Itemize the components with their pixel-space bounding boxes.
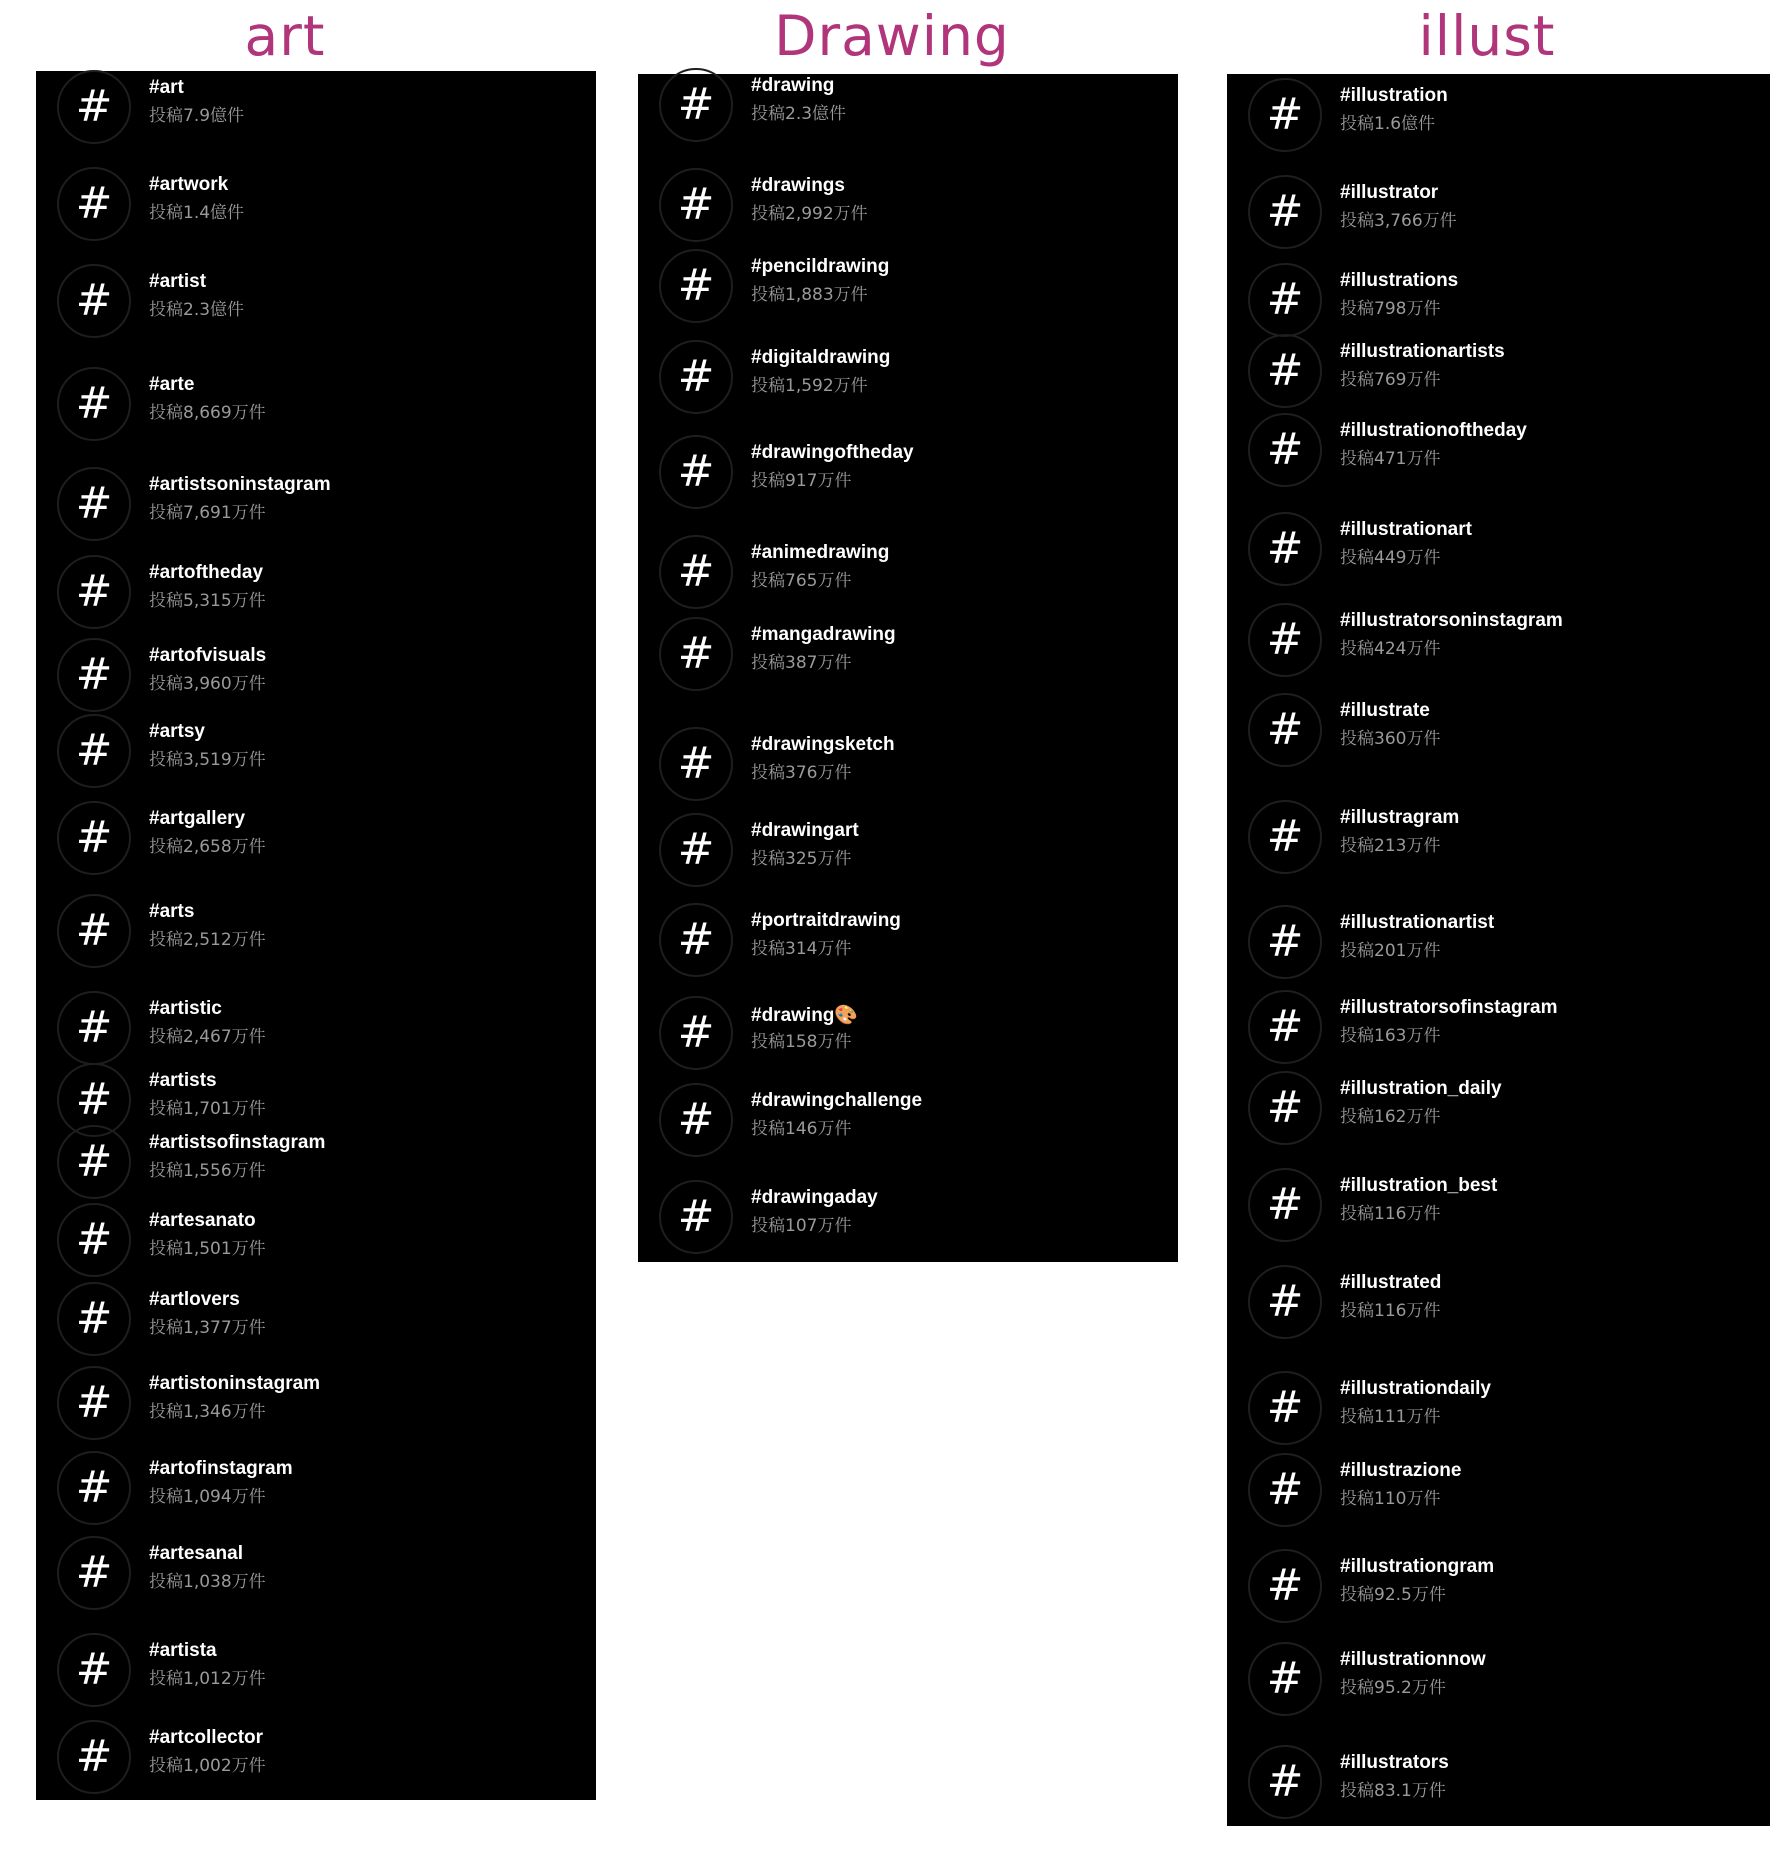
hashtag-row[interactable] xyxy=(1227,1369,1770,1449)
hashtag-icon: # xyxy=(57,167,131,241)
hashtag-icon: # xyxy=(1248,1642,1322,1716)
hashtag-name: #illustragram xyxy=(1340,807,1460,828)
hashtag-post-count: 投稿5,315万件 xyxy=(149,591,266,611)
hashtag-icon: # xyxy=(57,70,131,144)
hashtag-icon: # xyxy=(1248,263,1322,337)
hashtag-row[interactable] xyxy=(1227,903,1770,983)
hashtag-post-count: 投稿95.2万件 xyxy=(1340,1678,1446,1698)
hashtag-row[interactable] xyxy=(638,66,1178,146)
hashtag-icon: # xyxy=(57,1282,131,1356)
hashtag-row[interactable] xyxy=(36,989,596,1069)
hashtag-icon: # xyxy=(1248,413,1322,487)
hashtag-row[interactable] xyxy=(1227,691,1770,771)
hashtag-post-count: 投稿798万件 xyxy=(1340,299,1441,319)
hashtag-post-count: 投稿3,766万件 xyxy=(1340,211,1457,231)
hashtag-name: #artistsofinstagram xyxy=(149,1132,326,1153)
hashtag-row[interactable] xyxy=(36,365,596,445)
hashtag-post-count: 投稿7,691万件 xyxy=(149,503,266,523)
hashtag-icon: # xyxy=(57,1063,131,1137)
hashtag-post-count: 投稿765万件 xyxy=(751,571,852,591)
hashtag-name: #illustrations xyxy=(1340,270,1459,291)
hashtag-row[interactable] xyxy=(638,615,1178,695)
hashtag-icon: # xyxy=(1248,990,1322,1064)
hashtag-list-illust xyxy=(1227,74,1770,1826)
hashtag-row[interactable] xyxy=(638,338,1178,418)
hashtag-row[interactable] xyxy=(1227,1166,1770,1246)
hashtag-name: #arts xyxy=(149,901,195,922)
hashtag-name: #drawingart xyxy=(751,820,859,841)
hashtag-post-count: 投稿1.4億件 xyxy=(149,203,245,223)
hashtag-row[interactable] xyxy=(1227,411,1770,491)
hashtag-name: #illustrate xyxy=(1340,700,1430,721)
hashtag-icon: # xyxy=(659,68,733,142)
hashtag-row[interactable] xyxy=(36,799,596,879)
hashtag-icon: # xyxy=(1248,1265,1322,1339)
hashtag-post-count: 投稿107万件 xyxy=(751,1216,852,1236)
hashtag-name: #drawing🎨 xyxy=(751,1005,859,1026)
hashtag-row[interactable] xyxy=(1227,173,1770,253)
hashtag-icon: # xyxy=(57,1366,131,1440)
hashtag-row[interactable] xyxy=(36,553,596,633)
hashtag-name: #illustrationartists xyxy=(1340,341,1505,362)
hashtag-row[interactable] xyxy=(1227,1263,1770,1343)
hashtag-icon: # xyxy=(659,168,733,242)
hashtag-post-count: 投稿387万件 xyxy=(751,653,852,673)
hashtag-name: #artcollector xyxy=(149,1727,264,1748)
hashtag-row[interactable] xyxy=(1227,988,1770,1068)
hashtag-icon: # xyxy=(57,991,131,1065)
hashtag-icon: # xyxy=(1248,1453,1322,1527)
hashtag-icon: # xyxy=(1248,800,1322,874)
hashtag-icon: # xyxy=(57,1125,131,1199)
hashtag-row[interactable] xyxy=(1227,1743,1770,1823)
hashtag-row[interactable] xyxy=(1227,601,1770,681)
hashtag-post-count: 投稿1.6億件 xyxy=(1340,114,1436,134)
hashtag-post-count: 投稿110万件 xyxy=(1340,1489,1441,1509)
hashtag-post-count: 投稿917万件 xyxy=(751,471,852,491)
column-title-drawing: Drawing xyxy=(774,4,1010,68)
hashtag-post-count: 投稿1,038万件 xyxy=(149,1572,266,1592)
hashtag-icon: # xyxy=(1248,175,1322,249)
hashtag-name: #illustration_best xyxy=(1340,1175,1498,1196)
hashtag-post-count: 投稿162万件 xyxy=(1340,1107,1441,1127)
hashtag-name: #illustrated xyxy=(1340,1272,1442,1293)
hashtag-name: #digitaldrawing xyxy=(751,347,891,368)
hashtag-name: #pencildrawing xyxy=(751,256,890,277)
hashtag-row[interactable] xyxy=(1227,332,1770,412)
hashtag-icon: # xyxy=(57,638,131,712)
hashtag-post-count: 投稿116万件 xyxy=(1340,1204,1441,1224)
hashtag-name: #artist xyxy=(149,271,207,292)
hashtag-post-count: 投稿769万件 xyxy=(1340,370,1441,390)
hashtag-icon: # xyxy=(57,1633,131,1707)
hashtag-post-count: 投稿201万件 xyxy=(1340,941,1441,961)
hashtag-row[interactable] xyxy=(36,1364,596,1444)
hashtag-row[interactable] xyxy=(638,433,1178,513)
hashtag-post-count: 投稿314万件 xyxy=(751,939,852,959)
hashtag-post-count: 投稿1,012万件 xyxy=(149,1669,266,1689)
hashtag-name: #illustration xyxy=(1340,85,1448,106)
hashtag-icon: # xyxy=(1248,693,1322,767)
hashtag-name: #animedrawing xyxy=(751,542,890,563)
hashtag-row[interactable] xyxy=(36,165,596,245)
hashtag-icon: # xyxy=(57,1536,131,1610)
hashtag-icon: # xyxy=(57,1451,131,1525)
hashtag-row[interactable] xyxy=(36,1449,596,1529)
hashtag-icon: # xyxy=(659,617,733,691)
hashtag-list-art xyxy=(36,71,596,1800)
hashtag-row[interactable] xyxy=(638,533,1178,613)
hashtag-name: #artwork xyxy=(149,174,229,195)
hashtag-row[interactable] xyxy=(1227,261,1770,341)
hashtag-name: #illustratorsoninstagram xyxy=(1340,610,1563,631)
hashtag-row[interactable] xyxy=(36,262,596,342)
hashtag-post-count: 投稿1,501万件 xyxy=(149,1239,266,1259)
hashtag-name: #illustratorsofinstagram xyxy=(1340,997,1558,1018)
hashtag-list-drawing xyxy=(638,74,1178,1262)
hashtag-row[interactable] xyxy=(36,68,596,148)
hashtag-name: #illustrationdaily xyxy=(1340,1378,1491,1399)
hashtag-post-count: 投稿2,992万件 xyxy=(751,204,868,224)
hashtag-post-count: 投稿2.3億件 xyxy=(751,104,847,124)
hashtag-row[interactable] xyxy=(638,994,1178,1074)
hashtag-icon: # xyxy=(659,903,733,977)
hashtag-name: #illustrazione xyxy=(1340,1460,1462,1481)
hashtag-name: #illustrators xyxy=(1340,1752,1449,1773)
hashtag-name: #mangadrawing xyxy=(751,624,896,645)
hashtag-row[interactable] xyxy=(36,1631,596,1711)
hashtag-name: #artesanal xyxy=(149,1543,244,1564)
column-title-art: art xyxy=(244,4,326,68)
hashtag-name: #artofvisuals xyxy=(149,645,267,666)
hashtag-row[interactable] xyxy=(1227,510,1770,590)
hashtag-row[interactable] xyxy=(1227,1451,1770,1531)
hashtag-icon: # xyxy=(57,801,131,875)
hashtag-post-count: 投稿2.3億件 xyxy=(149,300,245,320)
hashtag-post-count: 投稿1,002万件 xyxy=(149,1756,266,1776)
hashtag-icon: # xyxy=(57,1203,131,1277)
hashtag-icon: # xyxy=(57,1720,131,1794)
hashtag-name: #drawingchallenge xyxy=(751,1090,923,1111)
hashtag-icon: # xyxy=(659,435,733,509)
hashtag-name: #illustration_daily xyxy=(1340,1078,1502,1099)
hashtag-icon: # xyxy=(659,1083,733,1157)
hashtag-name: #drawing xyxy=(751,75,835,96)
hashtag-icon: # xyxy=(1248,78,1322,152)
hashtag-post-count: 投稿7.9億件 xyxy=(149,106,245,126)
hashtag-post-count: 投稿213万件 xyxy=(1340,836,1441,856)
hashtag-name: #illustrationart xyxy=(1340,519,1472,540)
hashtag-row[interactable] xyxy=(638,247,1178,327)
hashtag-row[interactable] xyxy=(36,1718,596,1798)
hashtag-icon: # xyxy=(659,727,733,801)
hashtag-name: #art xyxy=(149,77,184,98)
hashtag-icon: # xyxy=(57,467,131,541)
hashtag-row[interactable] xyxy=(36,1280,596,1360)
hashtag-icon: # xyxy=(1248,603,1322,677)
hashtag-row[interactable] xyxy=(638,1081,1178,1161)
hashtag-post-count: 投稿424万件 xyxy=(1340,639,1441,659)
hashtag-icon: # xyxy=(659,249,733,323)
hashtag-post-count: 投稿325万件 xyxy=(751,849,852,869)
hashtag-row[interactable] xyxy=(36,1123,596,1203)
hashtag-row[interactable] xyxy=(36,636,596,716)
hashtag-post-count: 投稿360万件 xyxy=(1340,729,1441,749)
hashtag-name: #illustrationgram xyxy=(1340,1556,1495,1577)
hashtag-row[interactable] xyxy=(36,1201,596,1281)
hashtag-post-count: 投稿1,556万件 xyxy=(149,1161,266,1181)
hashtag-name: #artists xyxy=(149,1070,217,1091)
hashtag-icon: # xyxy=(659,813,733,887)
hashtag-post-count: 投稿1,701万件 xyxy=(149,1099,266,1119)
hashtag-row[interactable] xyxy=(36,1534,596,1614)
hashtag-row[interactable] xyxy=(1227,1547,1770,1627)
hashtag-row[interactable] xyxy=(1227,1640,1770,1720)
hashtag-post-count: 投稿111万件 xyxy=(1340,1407,1441,1427)
hashtag-post-count: 投稿2,658万件 xyxy=(149,837,266,857)
hashtag-post-count: 投稿116万件 xyxy=(1340,1301,1441,1321)
hashtag-post-count: 投稿3,960万件 xyxy=(149,674,266,694)
hashtag-name: #artistsoninstagram xyxy=(149,474,331,495)
hashtag-row[interactable] xyxy=(638,811,1178,891)
hashtag-name: #artoftheday xyxy=(149,562,264,583)
hashtag-post-count: 投稿1,377万件 xyxy=(149,1318,266,1338)
hashtag-post-count: 投稿146万件 xyxy=(751,1119,852,1139)
hashtag-name: #illustrationnow xyxy=(1340,1649,1486,1670)
hashtag-post-count: 投稿2,512万件 xyxy=(149,930,266,950)
hashtag-name: #drawings xyxy=(751,175,845,196)
hashtag-name: #drawingaday xyxy=(751,1187,878,1208)
hashtag-icon: # xyxy=(1248,905,1322,979)
hashtag-name: #artofinstagram xyxy=(149,1458,293,1479)
hashtag-name: #artesanato xyxy=(149,1210,256,1231)
hashtag-icon: # xyxy=(659,996,733,1070)
hashtag-icon: # xyxy=(1248,334,1322,408)
hashtag-name: #illustrator xyxy=(1340,182,1439,203)
hashtag-name: #artistoninstagram xyxy=(149,1373,321,1394)
hashtag-icon: # xyxy=(57,555,131,629)
hashtag-row[interactable] xyxy=(36,892,596,972)
hashtag-row[interactable] xyxy=(638,901,1178,981)
hashtag-icon: # xyxy=(1248,1071,1322,1145)
hashtag-name: #artista xyxy=(149,1640,217,1661)
hashtag-name: #drawingoftheday xyxy=(751,442,914,463)
hashtag-name: #portraitdrawing xyxy=(751,910,901,931)
hashtag-row[interactable] xyxy=(36,465,596,545)
hashtag-row[interactable] xyxy=(638,725,1178,805)
hashtag-post-count: 投稿1,883万件 xyxy=(751,285,868,305)
hashtag-post-count: 投稿83.1万件 xyxy=(1340,1781,1446,1801)
hashtag-icon: # xyxy=(57,894,131,968)
hashtag-post-count: 投稿92.5万件 xyxy=(1340,1585,1446,1605)
hashtag-post-count: 投稿3,519万件 xyxy=(149,750,266,770)
hashtag-name: #artsy xyxy=(149,721,205,742)
hashtag-icon: # xyxy=(1248,1745,1322,1819)
hashtag-post-count: 投稿1,094万件 xyxy=(149,1487,266,1507)
hashtag-post-count: 投稿158万件 xyxy=(751,1032,852,1052)
hashtag-post-count: 投稿8,669万件 xyxy=(149,403,266,423)
hashtag-icon: # xyxy=(659,1180,733,1254)
hashtag-row[interactable] xyxy=(638,166,1178,246)
hashtag-row[interactable] xyxy=(36,712,596,792)
hashtag-name: #artlovers xyxy=(149,1289,240,1310)
hashtag-post-count: 投稿1,346万件 xyxy=(149,1402,266,1422)
hashtag-icon: # xyxy=(659,340,733,414)
hashtag-post-count: 投稿471万件 xyxy=(1340,449,1441,469)
hashtag-post-count: 投稿163万件 xyxy=(1340,1026,1441,1046)
hashtag-icon: # xyxy=(1248,1371,1322,1445)
hashtag-name: #illustrationoftheday xyxy=(1340,420,1527,441)
hashtag-post-count: 投稿1,592万件 xyxy=(751,376,868,396)
hashtag-post-count: 投稿2,467万件 xyxy=(149,1027,266,1047)
hashtag-name: #artistic xyxy=(149,998,222,1019)
hashtag-name: #arte xyxy=(149,374,195,395)
hashtag-row[interactable] xyxy=(1227,1069,1770,1149)
hashtag-row[interactable] xyxy=(638,1178,1178,1258)
column-title-illust: illust xyxy=(1418,4,1556,68)
hashtag-icon: # xyxy=(1248,1549,1322,1623)
hashtag-name: #drawingsketch xyxy=(751,734,895,755)
hashtag-name: #artgallery xyxy=(149,808,246,829)
hashtag-icon: # xyxy=(659,535,733,609)
hashtag-name: #illustrationartist xyxy=(1340,912,1495,933)
hashtag-icon: # xyxy=(1248,1168,1322,1242)
hashtag-icon: # xyxy=(57,264,131,338)
hashtag-row[interactable] xyxy=(1227,798,1770,878)
hashtag-post-count: 投稿449万件 xyxy=(1340,548,1441,568)
hashtag-icon: # xyxy=(57,714,131,788)
hashtag-icon: # xyxy=(1248,512,1322,586)
hashtag-post-count: 投稿376万件 xyxy=(751,763,852,783)
hashtag-row[interactable] xyxy=(1227,76,1770,156)
hashtag-icon: # xyxy=(57,367,131,441)
